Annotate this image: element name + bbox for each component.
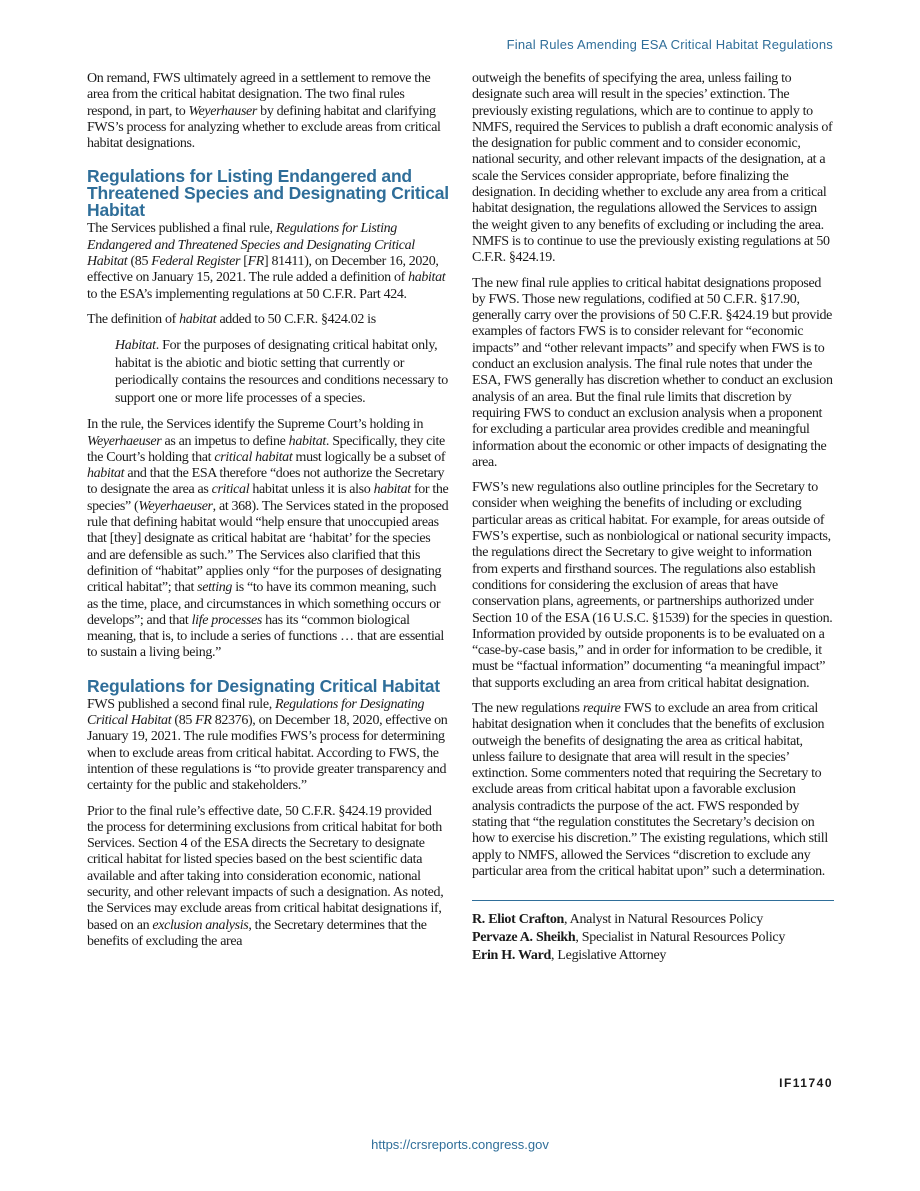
paragraph: The definition of habitat added to 50 C.F.R. §424.02 is	[87, 311, 376, 327]
author-line: Pervaze A. Sheikh, Specialist in Natural Resources Policy	[472, 930, 786, 946]
section-heading-listing: Regulations for Listing Endangered and Threatened Species and Designating Critical Habitat	[87, 166, 449, 221]
author-divider	[472, 900, 834, 901]
document-id: IF11740	[779, 1076, 833, 1090]
paragraph: The Services published a final rule, Regulations for Listing Endangered and Threatened Species and Designating Critical Habitat (85 Federal Register [FR] 81411), on December 16, 2020, effective on January 15, 2021. The rule added a definition of habitat to the ESA’s implementing regulations at 50 C.F.R. Part 424.	[87, 221, 446, 302]
habitat-definition-quote: Habitat. For the purposes of designating critical habitat only, habitat is the abiotic and biotic setting that currently or periodically contains the resources and conditions necessary to support one or more life processes of a species.	[115, 338, 448, 406]
paragraph: FWS’s new regulations also outline principles for the Secretary to consider when weighing the benefits of including or excluding particular areas as critical habitat. For example, for areas outside of FWS’s expertise, such as nonbiological or national security impacts, the regulations direct the Secretary to give weight to information from experts and firsthand sources. The regulations also establish conditions for considering the exclusion of areas that have conservation plans, agreements, or partnerships authorized under Section 10 of the ESA (16 U.S.C. §1539) for the species in question. Information provided by outside proponents is to be evaluated on a “case-by-case basis,” and in order for information to be credible, it must be “factual information” documenting “a meaningful impact” that supports excluding an area from critical habitat designation.	[472, 480, 833, 691]
running-header: Final Rules Amending ESA Critical Habitat Regulations	[506, 37, 833, 52]
author-line: Erin H. Ward, Legislative Attorney	[472, 948, 667, 964]
paragraph: On remand, FWS ultimately agreed in a settlement to remove the area from the critical habitat designation. The two final rules respond, in part, to Weyerhauser by defining habitat and clarifying FWS’s process for analyzing whether to exclude areas from critical habitat designations.	[87, 71, 441, 152]
right-column	[472, 71, 834, 965]
author-line: R. Eliot Crafton, Analyst in Natural Resources Policy	[472, 912, 763, 928]
paragraph: Prior to the final rule’s effective date, 50 C.F.R. §424.19 provided the process for determining exclusions from critical habitat for both Services. Section 4 of the ESA directs the Secretary to designate critical habitat for listed species based on the best scientific data available and after taking into consideration economic, national security, and other relevant impacts of such a designation. As noted, the Services may exclude areas from critical habitat designations if, based on an exclusion analysis, the Secretary determines that the benefits of excluding the area	[87, 803, 444, 949]
left-column	[87, 71, 449, 959]
paragraph: The new regulations require FWS to exclude an area from critical habitat designation when it concludes that the benefits of exclusion outweigh the benefits of designating the area as critical habitat, unless failure to designate that area will result in the species’ extinction. Some commenters noted that requiring the Secretary to exclude areas from critical habitat upon a favorable exclusion analysis contradicts the purpose of the act. FWS responded by stating that “the regulation constitutes the Secretary’s decision on how to exercise his discretion.” The existing regulations, which still apply to NMFS, allowed the Services “discretion to exclude any particular area from the critical habitat upon” such a determination.	[472, 700, 828, 879]
paragraph: The new final rule applies to critical habitat designations proposed by FWS. Those new regulations, codified at 50 C.F.R. §17.90, generally carry over the provisions of 50 C.F.R. §424.19 but provide examples of factors FWS is to consider relevant for “economic impacts” and “other relevant impacts” and specify when FWS is to conduct an exclusion analysis. The final rule notes that under the ESA, FWS generally has discretion whether to conduct an exclusion analysis of an area. But the final rule limits that discretion by requiring FWS to conduct an exclusion analysis when a proponent for excluding a particular area provides credible and meaningful information about the economic or other impacts of designating the area.	[472, 275, 833, 470]
paragraph: outweigh the benefits of specifying the area, unless failing to designate such area will result in the species’ extinction. The previously existing regulations, which are to continue to apply to NMFS, required the Services to publish a draft economic analysis of the designation for public comment and to consider economic, national security, and other relevant impacts of the designation, at a scale the Services consider appropriate, before finalizing the designation. In deciding whether to exclude any area from a critical habitat designation, the regulations allowed the Services to assign the weight given to any benefits of excluding or including the area. NMFS is to continue to use the previously existing regulations at 50 C.F.R. §424.19.	[472, 71, 833, 266]
footer-url-link[interactable]: https://crsreports.congress.gov	[371, 1137, 549, 1152]
section-heading-designating: Regulations for Designating Critical Habitat	[87, 675, 440, 696]
paragraph: In the rule, the Services identify the Supreme Court’s holding in Weyerhaeuser as an impetus to define habitat. Specifically, they cite the Court’s holding that critical habitat must logically be a subset of habitat and that the ESA therefore “does not authorize the Secretary to designate the area as critical habitat unless it is also habitat for the species” (Weyerhaeuser, at 368). The Services stated in the proposed rule that defining habitat would “help ensure that unoccupied areas that [they] designate as critical habitat are ‘habitat’ for the species and are defensible as such.” The Services also clarified that this definition of “habitat” applies only “for the purposes of designating critical habitat”; that setting is “to have its common meaning, such as the time, place, and circumstances in which something occurs or develops”; and that life processes has its “common biological meaning, that is, to include a series of functions … that are essential to sustain a living being.”	[87, 417, 449, 661]
paragraph: FWS published a second final rule, Regulations for Designating Critical Habitat (85 FR 82376), on December 18, 2020, effective on January 19, 2021. The rule modifies FWS’s process for determining when to exclude areas from critical habitat. According to FWS, the intention of these regulations is “to provide greater transparency and certainty for the public and stakeholders.”	[87, 696, 448, 794]
author-list	[472, 911, 834, 965]
